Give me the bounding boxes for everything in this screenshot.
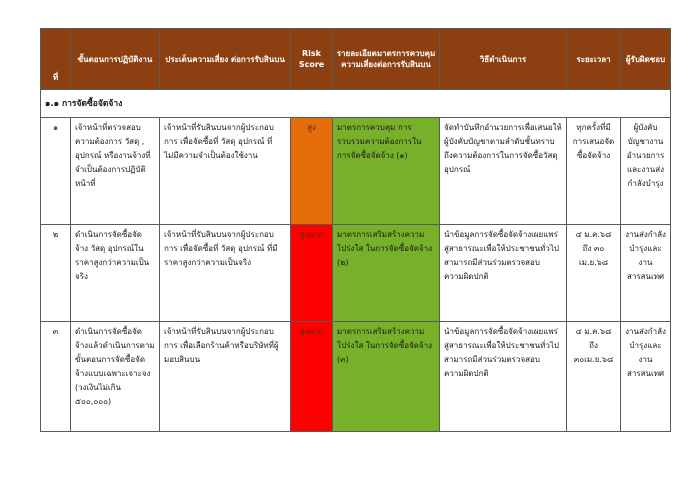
section-title: ๑.๑ การจัดซื้อจัดจ้าง — [41, 90, 671, 118]
header-measures: รายละเอียดมาตรการควบคุม ความเสี่ยงต่อการรับสินบน — [333, 29, 440, 90]
method-cell: จัดทำบันทึกอำนวยการเพื่อเสนอให้ผู้บังคับบัญชาตามลำดับชั้นทราบถึงความต้องการในการจัดซื้อวัสดุอุปกรณ์ — [440, 118, 567, 225]
risk-issue-cell: เจ้าหน้าที่รับสินบนจากผู้ประกอบการ เพื่อจัดซื้อที่ วัสดุ อุปกรณ์ ที่มีราคาสูงกว่าความเป็นจริง — [160, 225, 291, 322]
risk-score-cell: สูงมาก — [291, 225, 333, 322]
header-risk-issue: ประเด็นความเสี่ยง ต่อการรับสินบน — [160, 29, 291, 90]
header-risk-score: Risk Score — [291, 29, 333, 90]
table-row — [41, 322, 671, 432]
header-method: วิธีดำเนินการ — [440, 29, 567, 90]
section-row — [41, 90, 671, 118]
row-number: ๑ — [41, 118, 71, 225]
table-row — [41, 225, 671, 322]
step-cell: ดำเนินการจัดซื้อจัดจ้าง วัสดุ อุปกรณ์ในราคาสูงกว่าความเป็นจริง — [71, 225, 160, 322]
row-number: ๒ — [41, 225, 71, 322]
row-number: ๓ — [41, 322, 71, 432]
period-cell: ๔ ม.ค.๖๘ ถึง ๓๐เม.ย.๖๘ — [567, 322, 621, 432]
header-period: ระยะเวลา — [567, 29, 621, 90]
step-cell: ดำเนินการจัดซื้อจัดจ้างแล้วดำเนินการตามขั้นตอนการจัดซื้อจัดจ้างแบบเฉพาะเจาะจง (วงเงินไม่เกิน ๕๐๐,๐๐๐) — [71, 322, 160, 432]
table-row — [41, 118, 671, 225]
risk-issue-cell: เจ้าหน้าที่รับสินบนจากผู้ประกอบการ เพื่อจัดซื้อที่ วัสดุ อุปกรณ์ ที่ไม่มีความจำเป็นต้องใช้งาน — [160, 118, 291, 225]
measure-cell: มาตรการควบคุม การรวบรวมความต้องการในการจัดซื้อจัดจ้าง (๑) — [333, 118, 440, 225]
risk-score-cell: สูงมาก — [291, 322, 333, 432]
risk-issue-cell: เจ้าหน้าที่รับสินบนจากผู้ประกอบการ เพื่อเลือกร้านค้าหรือบริษัทที่ผู้มอบสินบน — [160, 322, 291, 432]
measure-cell: มาตรการเสริมสร้างความโปร่งใส ในการจัดซื้อจัดจ้าง (๒) — [333, 225, 440, 322]
header-row — [41, 29, 671, 90]
method-cell: นำข้อมูลการจัดซื้อจัดจ้างเผยแพร่สู่สาธารณะเพื่อให้ประชาชนทั่วไปสามารถมีส่วนร่วมตรวจสอบ ความผิดปกติ — [440, 322, 567, 432]
period-cell: ทุกครั้งที่มีการเสนอจัดซื้อจัดจ้าง — [567, 118, 621, 225]
header-steps: ขั้นตอนการปฏิบัติงาน — [71, 29, 160, 90]
step-cell: เจ้าหน้าที่ตรวจสอบความต้องการ วัสดุ , อุปกรณ์ หรืองานจ้างที่จำเป็นต้องการปฏิบัติหน้าที่ — [71, 118, 160, 225]
risk-score-cell: สูง — [291, 118, 333, 225]
responsible-cell: งานส่งกำลังบำรุงและงาน สารสนเทศ — [621, 225, 671, 322]
document-page — [40, 28, 670, 432]
header-responsible: ผู้รับผิดชอบ — [621, 29, 671, 90]
method-cell: นำข้อมูลการจัดซื้อจัดจ้างเผยแพร่สู่สาธารณะเพื่อให้ประชาชนทั่วไปสามารถมีส่วนร่วมตรวจสอบ ความผิดปกติ — [440, 225, 567, 322]
header-no: ที่ — [41, 29, 71, 90]
risk-table — [40, 28, 671, 432]
responsible-cell: งานส่งกำลังบำรุงและงาน สารสนเทศ — [621, 322, 671, 432]
measure-cell: มาตรการเสริมสร้างความโปร่งใส ในการจัดซื้อจัดจ้าง (๓) — [333, 322, 440, 432]
period-cell: ๔ ม.ค.๖๘ ถึง ๓๐ เม.ย.๖๘ — [567, 225, 621, 322]
responsible-cell: ผู้บังคับบัญชางาน อำนวยการและงานส่งกำลังบำรุง — [621, 118, 671, 225]
